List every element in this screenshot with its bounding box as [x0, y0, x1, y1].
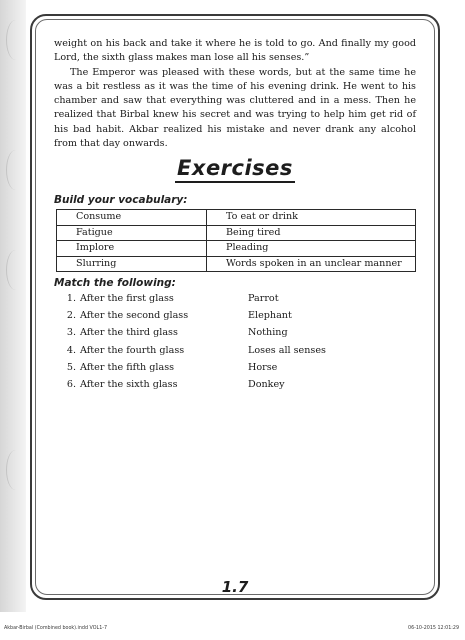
item-left-text: After the second glass: [80, 310, 189, 321]
item-number: 4.: [66, 345, 76, 356]
list-item: [62, 327, 402, 342]
list-item: [62, 293, 402, 308]
item-number: 3.: [66, 327, 76, 338]
vocab-meaning: To eat or drink: [207, 210, 416, 226]
vocab-word: Slurring: [57, 256, 207, 272]
table-row: [57, 256, 416, 272]
item-number: 1.: [66, 293, 76, 304]
footer-file-info: Akbar-Birbal (Combined book).indd VOL1-7: [4, 626, 108, 631]
item-right-text: Loses all senses: [248, 345, 326, 356]
item-left-text: After the third glass: [80, 327, 178, 338]
exercises-title-text: Exercises: [175, 156, 295, 183]
vocab-meaning: Being tired: [207, 225, 416, 241]
table-row: [57, 225, 416, 241]
item-left-text: After the first glass: [80, 293, 174, 304]
item-number: 6.: [66, 379, 76, 390]
item-left-text: After the fourth glass: [80, 345, 185, 356]
item-right-text: Elephant: [248, 310, 292, 321]
list-item: [62, 310, 402, 325]
table-row: [57, 210, 416, 226]
table-row: [57, 241, 416, 257]
matching-heading: Match the following:: [54, 277, 176, 289]
decorative-wave: [6, 250, 25, 290]
item-right-text: Horse: [248, 362, 278, 373]
item-left-text: After the fifth glass: [80, 362, 175, 373]
story-passage: [54, 37, 416, 151]
item-right-text: Nothing: [248, 327, 288, 338]
item-right-text: Parrot: [248, 293, 279, 304]
vocab-word: Implore: [57, 241, 207, 257]
decorative-wave: [6, 150, 25, 190]
footer-timestamp: 06-10-2015 12:01:29: [408, 626, 459, 631]
passage-paragraph-2: The Emperor was pleased with these words, but at the same time he was a bit restless as it was the time of his evening drink. He went to his chamber and saw that everything was cluttered and in a mess. Then he realized that Birbal knew his secret and was trying to help him get rid of his bad habit. Akbar realized his mistake and never drank any alcohol from that day onwards.: [54, 66, 416, 150]
page-number: 1.7: [221, 578, 249, 596]
list-item: [62, 379, 402, 394]
decorative-wave: [6, 20, 25, 60]
vocab-word: Consume: [57, 210, 207, 226]
list-item: [62, 345, 402, 360]
vocab-meaning: Pleading: [207, 241, 416, 257]
exercises-heading: [54, 156, 416, 180]
vocabulary-heading: Build your vocabulary:: [54, 194, 188, 206]
passage-paragraph-1: weight on his back and take it where he is told to go. And finally my good Lord, the sixth glass makes man lose all his senses.”: [54, 38, 416, 64]
vocab-word: Fatigue: [57, 225, 207, 241]
decorative-wave: [6, 450, 25, 490]
item-left-text: After the sixth glass: [80, 379, 178, 390]
vocabulary-table: [56, 209, 416, 272]
item-number: 2.: [66, 310, 76, 321]
item-number: 5.: [66, 362, 76, 373]
binding-strip: [0, 0, 26, 612]
list-item: [62, 362, 402, 377]
item-right-text: Donkey: [248, 379, 285, 390]
vocab-meaning: Words spoken in an unclear manner: [207, 256, 416, 272]
